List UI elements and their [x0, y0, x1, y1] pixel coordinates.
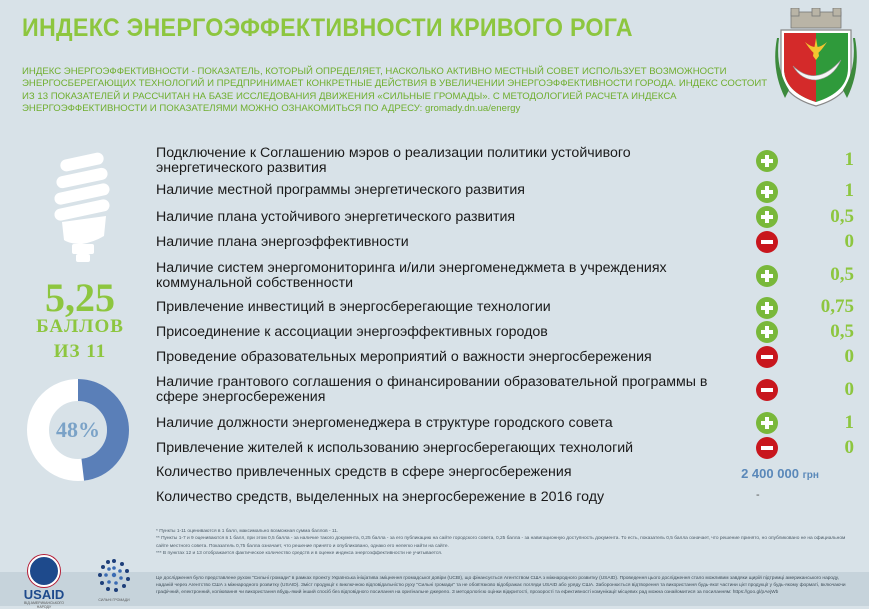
indicator-score: 0,5 [830, 264, 854, 285]
indicator-label: Наличие грантового соглашения о финансировании образовательной программы в сфере энергосбережения [156, 374, 708, 405]
page-title: ИНДЕКС ЭНЕРГОЭФФЕКТИВНОСТИ КРИВОГО РОГА [22, 14, 633, 42]
footer-disclaimer: Це дослідження було представлене рухом "Сильні громади" в рамках проекту Українська ініціатива зміцнення громадської довіри (UCBI), що фінансується Агентством США з міжнародного розвитку (USAID). Проведення цього дослідження стало можливим завдяки щирій підтримці американського народу, наданій через Агентство США з міжнародного розвитку (USAID). Зміст продукції є виключною відповідальністю руху "Сильні громади" та не обов'язково відображає погляди USAID або уряду США. Заборонюється відтворення та використання будь-якої частини цієї продукції у будь-якому форматі, включаючи графічний, електронний, копіювання чи використання вбудь-який інший спосіб без відповідного посилання на оригінальне джерело. З методологією оцінки відкритості, прозорості та ефективності комунікації місцевих рад можна ознайомитися за посиланням: https://goo.gl/pAejWb [156, 576, 846, 596]
indicator-score: 0,5 [830, 206, 854, 227]
gromady-dots-icon [94, 555, 134, 595]
gromady-logo [92, 555, 136, 605]
percent-label: 48% [56, 417, 100, 442]
intro-body: ИНДЕКС ЭНЕРГОЭФФЕКТИВНОСТИ - ПОКАЗАТЕЛЬ, КОТОРЫЙ ОПРЕДЕЛЯЕТ, НАСКОЛЬКО АКТИВНО МЕСТНЫЙ СОВЕТ ИСПОЛЬЗУЕТ ВОЗМОЖНОСТИ ЭНЕРГОСБЕРЕГАЮЩИХ ТЕХНОЛОГИЙ И ПРЕДПРИНИМАЕТ КОНКРЕТНЫЕ ДЕЙСТВИЯ В УВЕЛИЧЕНИИ ЭНЕРГОЭФФЕКТИВНОСТИ ГОРОДА. ИНДЕКС СОСТОИТ ИЗ 13 ПОКАЗАТЕЛЕЙ И РАССЧИТАН НА БАЗЕ ИССЛЕДОВАНИЯ ДВИЖЕНИЯ «СИЛЬНЫЕ ГРОМАДЫ». С МЕТОДОЛОГИЕЙ РАСЧЕТА ИНДЕКСА ЭНЕРГОЭФФЕКТИВНОСТИ И ПОКАЗАТЕЛЯМИ МОЖНО ОЗНАКОМИТЬСЯ ПО АДРЕСУ: [22, 66, 768, 114]
indicator-label: Наличие плана энергоэффективности [156, 234, 409, 250]
indicator-score: 0,75 [820, 296, 854, 317]
plus-circle-icon [756, 321, 778, 343]
usaid-seal-icon [28, 555, 60, 587]
indicator-score: 0 [844, 346, 854, 367]
plus-circle-icon [756, 265, 778, 287]
indicator-score: 0,5 [830, 321, 854, 342]
score-of: ИЗ 11 [53, 341, 107, 362]
funds-attracted-amount [700, 466, 860, 481]
plus-circle-icon [756, 206, 778, 228]
indicator-score: 1 [844, 412, 854, 433]
indicator-label: Привлечение жителей к использованию энергосберегающих технологий [156, 440, 634, 456]
minus-circle-icon [756, 231, 778, 253]
usaid-word: USAID [23, 587, 65, 602]
usaid-logo [18, 555, 70, 609]
footnote: * Пункты 1-11 оцениваются в 1 балл, максимально возможная сумма баллов - 11. [156, 529, 339, 534]
plus-circle-icon [756, 150, 778, 172]
indicator-label: Наличие должности энергоменеджера в структуре городского совета [156, 415, 613, 431]
minus-circle-icon [756, 379, 778, 401]
indicator-label: Количество привлеченных средств в сфере энергосбережения [156, 464, 572, 480]
usaid-caption: ВІД АМЕРИКАНСЬКОГО НАРОДУ [24, 601, 64, 609]
intro-url[interactable]: gromady.dn.ua/energy [424, 102, 521, 114]
intro-text [22, 66, 772, 115]
funds-currency: грн [802, 470, 819, 481]
lightbulb-icon [38, 150, 128, 270]
footnotes [156, 528, 856, 558]
plus-circle-icon [756, 297, 778, 319]
indicator-label: Проведение образовательных мероприятий о важности энергосбережения [156, 349, 652, 365]
score-unit: БАЛЛОВ [36, 316, 124, 337]
score-value: 5,25 [45, 275, 115, 320]
minus-circle-icon [756, 437, 778, 459]
indicator-score: 1 [844, 180, 854, 201]
indicator-label: Наличие систем энергомониторинга и/или энергоменеджмета в учреждениях коммунальной собственности [156, 260, 667, 291]
indicator-label: Количество средств, выделенных на энергосбережение в 2016 году [156, 489, 605, 505]
footnote: *** В пунктах 12 и 13 отображается фактическое количество средств и в оценке индекса энергоэффективности не учитывается. [156, 551, 443, 557]
indicator-label: Привлечение инвестиций в энергосберегающие технологии [156, 299, 551, 315]
plus-circle-icon [756, 181, 778, 203]
indicator-label: Присоединение к ассоциации энергоэффективных городов [156, 324, 548, 340]
gromady-caption: СИЛЬНІ ГРОМАДИ [98, 598, 130, 602]
indicator-score: 0 [844, 437, 854, 458]
funds-amount: 2 400 000 [741, 466, 799, 481]
funds-allocated-amount: - [756, 489, 760, 501]
plus-circle-icon [756, 412, 778, 434]
indicator-label: Наличие плана устойчивого энергетического развития [156, 209, 516, 225]
indicator-score: 1 [844, 149, 854, 170]
indicator-score: 0 [844, 231, 854, 252]
indicator-score: 0 [844, 379, 854, 400]
minus-circle-icon [756, 346, 778, 368]
city-emblem [775, 8, 857, 108]
footnote: ** Пункты 1-7 и 9 оцениваются в 1 балл, при этом 0,5 балла - за наличие такого документа, 0,25 балла - за его публикацию на сайте городского совета, 0,25 балла - за навигационную доступность документа. То есть, показатель 0,5 балла означает, что решение принято, но опубликовано не на официальном сайте местного совета. Показатель 0,75 балла означает, что решение принято и опубликовано, однако его нелегко найти на сайте. [156, 536, 846, 549]
indicator-label: Подключение к Соглашению мэров о реализации политики устойчивого энергетического развития [156, 145, 631, 176]
indicator-label: Наличие местной программы энергетического развития [156, 182, 525, 198]
